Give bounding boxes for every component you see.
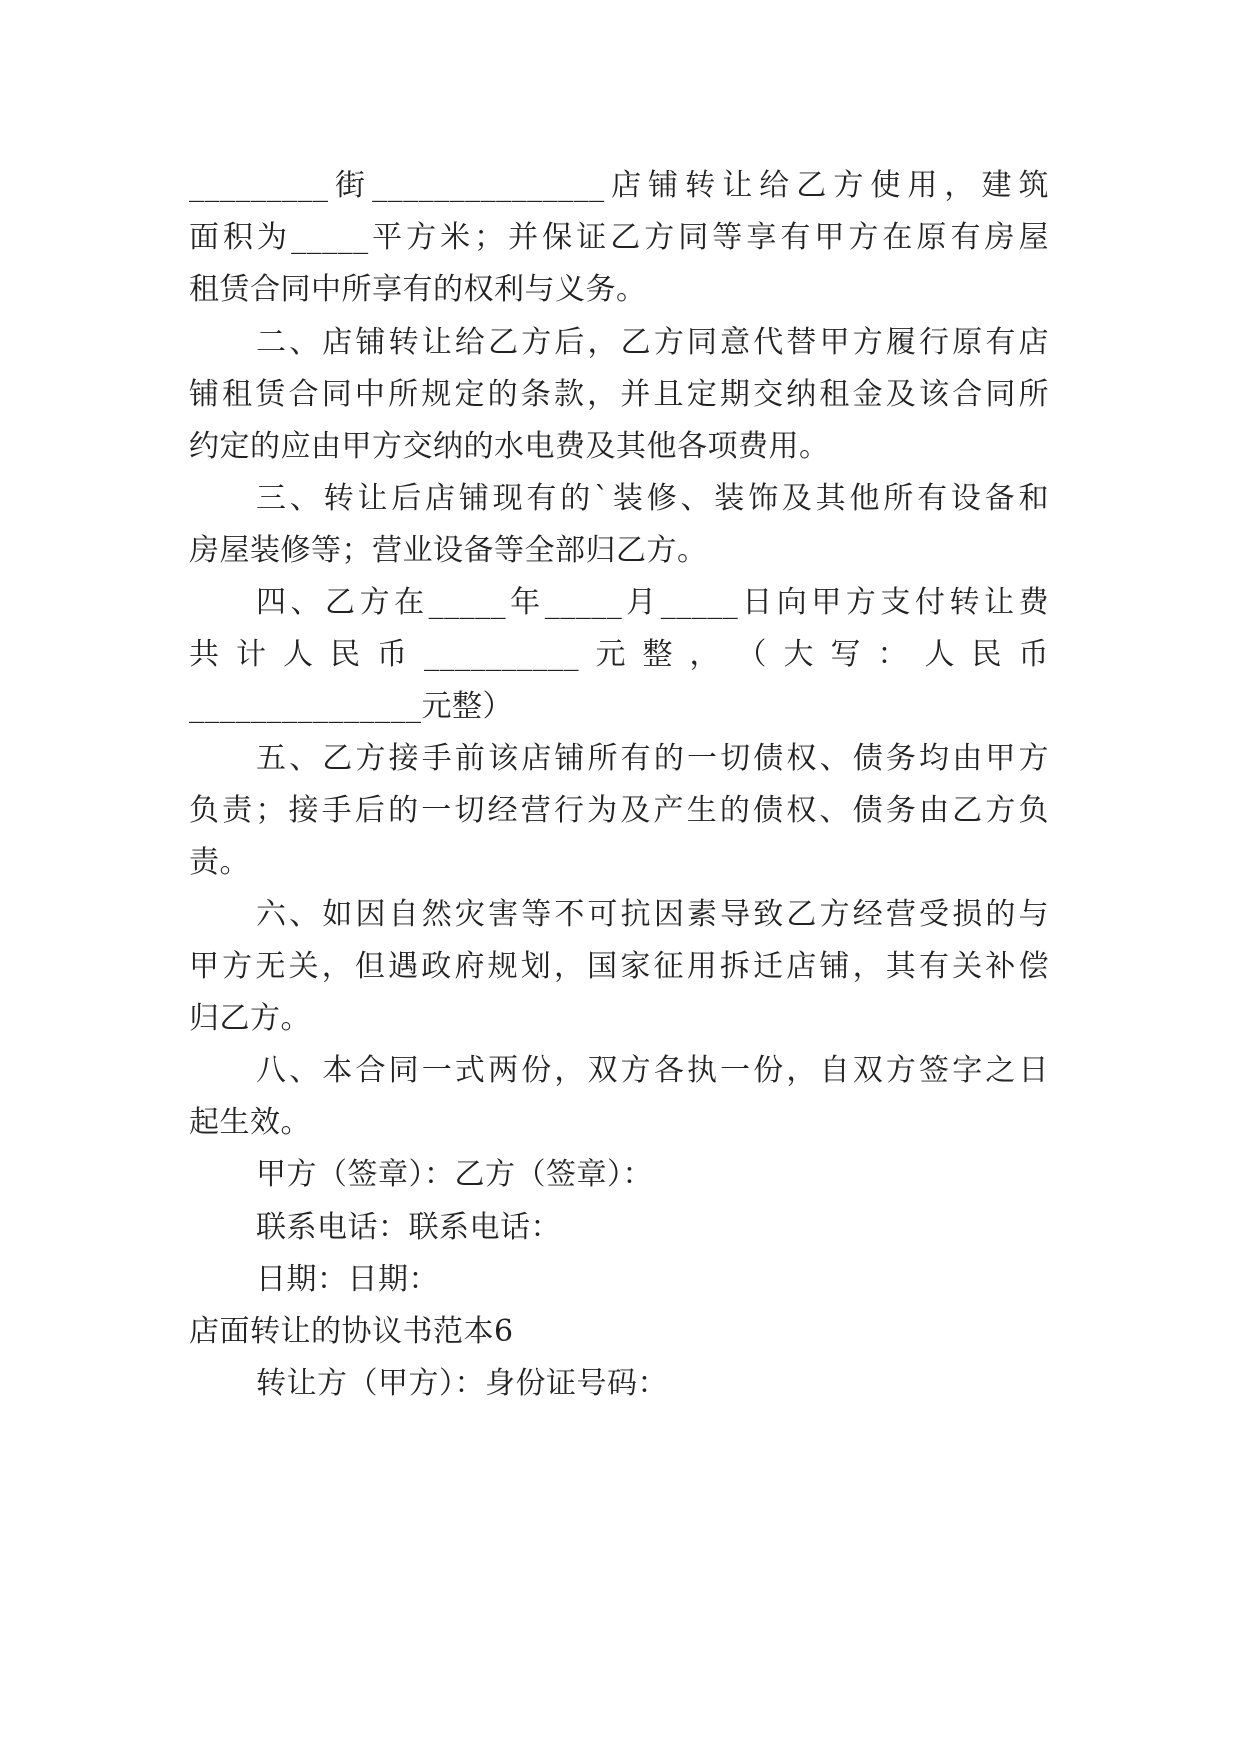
signature-line: 甲方（签章）：乙方（签章）： <box>256 1157 653 1192</box>
clause-4-line-1: 四、乙方在_____年_____月_____日向甲方支付转让费 <box>256 585 1049 620</box>
transferor-line: 转让方（甲方）：身份证号码： <box>256 1366 668 1401</box>
clause-2-line-2: 铺租赁合同中所规定的条款，并且定期交纳租金及该合同所 <box>189 377 1049 412</box>
clause-5-line-2: 负责；接手后的一切经营行为及产生的债权、债务由乙方负 <box>189 793 1049 828</box>
text-segment: 共 <box>189 637 220 672</box>
text-line-3: 租赁合同中所享有的权利与义务。 <box>189 272 647 307</box>
clause-2-line-1: 二、店铺转让给乙方后，乙方同意代替甲方履行原有店 <box>256 325 1049 360</box>
text-segment: ， <box>689 637 720 672</box>
text-line-2: 面积为_____平方米；并保证乙方同等享有甲方在原有房屋 <box>189 220 1049 255</box>
text-segment: 人 <box>283 637 314 672</box>
text-segment: 写 <box>830 637 861 672</box>
text-segment: 人 <box>924 637 955 672</box>
section-title: 店面转让的协议书范本6 <box>189 1314 514 1349</box>
text-line-1: _________街_______________店铺转让给乙方使用，建筑 <box>189 168 1049 203</box>
text-segment: 整 <box>642 637 673 672</box>
clause-5-line-1: 五、乙方接手前该店铺所有的一切债权、债务均由甲方 <box>256 741 1049 776</box>
clause-3-line-1: 三、转让后店铺现有的`装修、装饰及其他所有设备和 <box>256 481 1049 516</box>
text-segment: 币 <box>377 637 408 672</box>
date-line: 日期：日期： <box>256 1262 439 1297</box>
clause-8-line-1: 八、本合同一式两份，双方各执一份，自双方签字之日 <box>256 1053 1049 1088</box>
text-segment: 民 <box>330 637 361 672</box>
clause-5-line-3: 责。 <box>189 845 250 880</box>
text-segment: 计 <box>236 637 267 672</box>
clause-4-line-2 <box>189 635 1049 675</box>
clause-6-line-2: 甲方无关，但遇政府规划，国家征用拆迁店铺，其有关补偿 <box>189 949 1049 984</box>
clause-2-line-3: 约定的应由甲方交纳的水电费及其他各项费用。 <box>189 429 830 464</box>
clause-6-line-3: 归乙方。 <box>189 1001 311 1036</box>
clause-3-line-2: 房屋装修等；营业设备等全部归乙方。 <box>189 533 708 568</box>
amount-blank: __________ <box>424 637 579 672</box>
text-segment: （ <box>736 637 767 672</box>
phone-line: 联系电话：联系电话： <box>256 1210 561 1245</box>
clause-6-line-1: 六、如因自然灾害等不可抗因素导致乙方经营受损的与 <box>256 897 1049 932</box>
text-segment: 民 <box>971 637 1002 672</box>
text-segment: 币 <box>1018 637 1049 672</box>
clause-8-line-2: 起生效。 <box>189 1105 311 1140</box>
clause-4-line-3: _______________元整） <box>189 689 513 724</box>
text-segment: ： <box>877 637 908 672</box>
text-segment: 元 <box>595 637 626 672</box>
text-segment: 大 <box>783 637 814 672</box>
